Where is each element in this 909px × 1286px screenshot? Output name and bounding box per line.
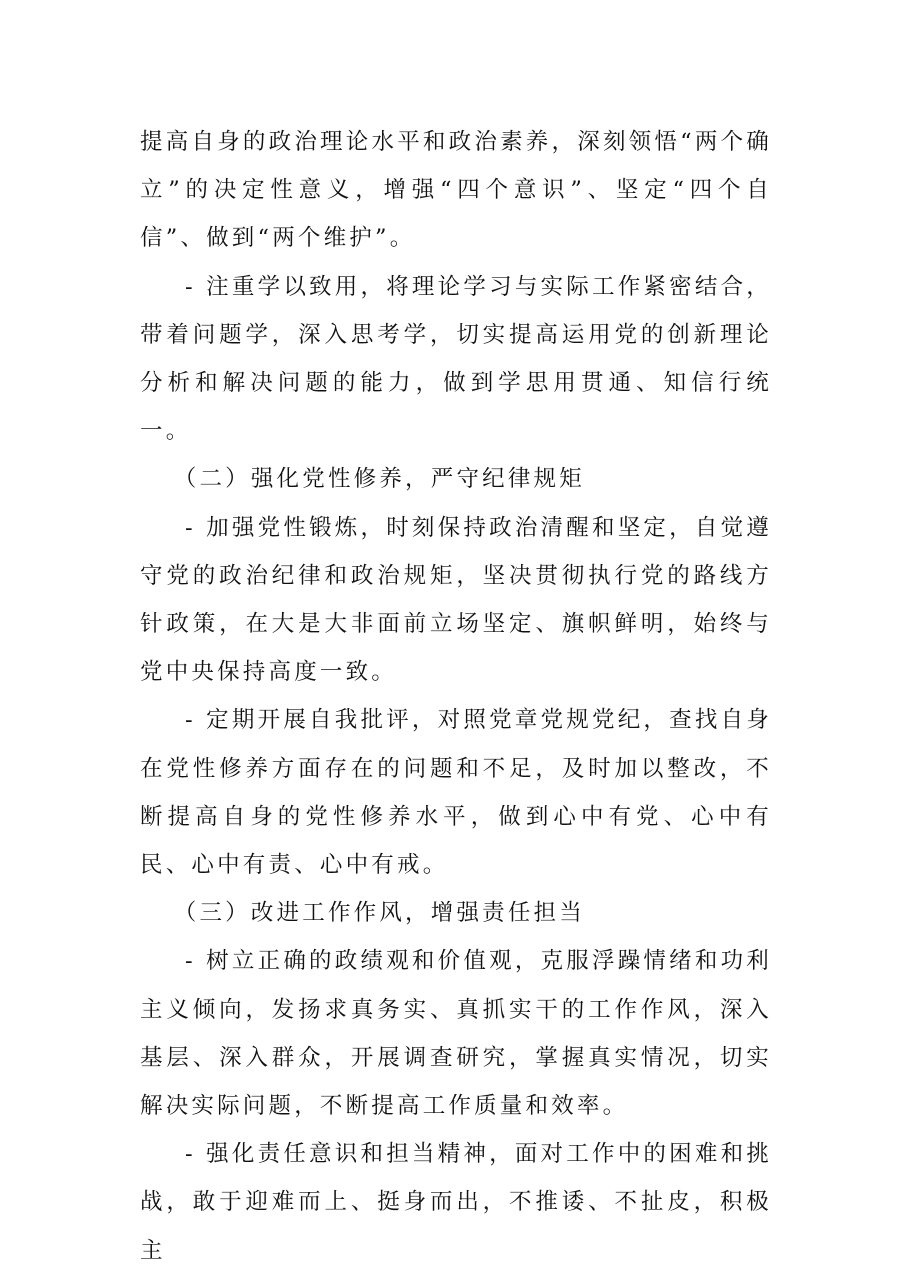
- section-heading-3: （三）改进工作作风，增强责任担当: [173, 900, 585, 927]
- paragraph-bullet-work-style: - 树立正确的政绩观和价值观，克服浮躁情绪和功利主义倾向，发扬求真务实、真抓实干的工作作风，深入基层、深入群众，开展调查研究，掌握真实情况，切实解决实际问题，不断提高工作质量和效率。: [140, 948, 772, 1120]
- paragraph-bullet-self-criticism: - 定期开展自我批评，对照党章党规党纪，查找自身在党性修养方面存在的问题和不足，及时加以整改，不断提高自身的党性修养水平，做到心中有党、心中有民、心中有责、心中有戒。: [140, 707, 772, 879]
- paragraph-continuation: 提高自身的政治理论水平和政治素养，深刻领悟“两个确立”的决定性意义，增强“四个意识”、坚定“四个自信”、做到“两个维护”。: [140, 129, 772, 252]
- paragraph-bullet-study-application: - 注重学以致用，将理论学习与实际工作紧密结合，带着问题学，深入思考学，切实提高运用党的创新理论分析和解决问题的能力，做到学思用贯通、知信行统一。: [140, 273, 772, 445]
- paragraph-bullet-responsibility: - 强化责任意识和担当精神，面对工作中的困难和挑战，敢于迎难而上、挺身而出，不推诿、不扯皮，积极主: [140, 1141, 772, 1264]
- document-body: [140, 118, 772, 1275]
- section-heading-2: （二）强化党性修养，严守纪律规矩: [173, 466, 585, 493]
- paragraph-bullet-party-discipline: - 加强党性锻炼，时刻保持政治清醒和坚定，自觉遵守党的政治纪律和政治规矩，坚决贯彻执行党的路线方针政策，在大是大非面前立场坚定、旗帜鲜明，始终与党中央保持高度一致。: [140, 514, 772, 686]
